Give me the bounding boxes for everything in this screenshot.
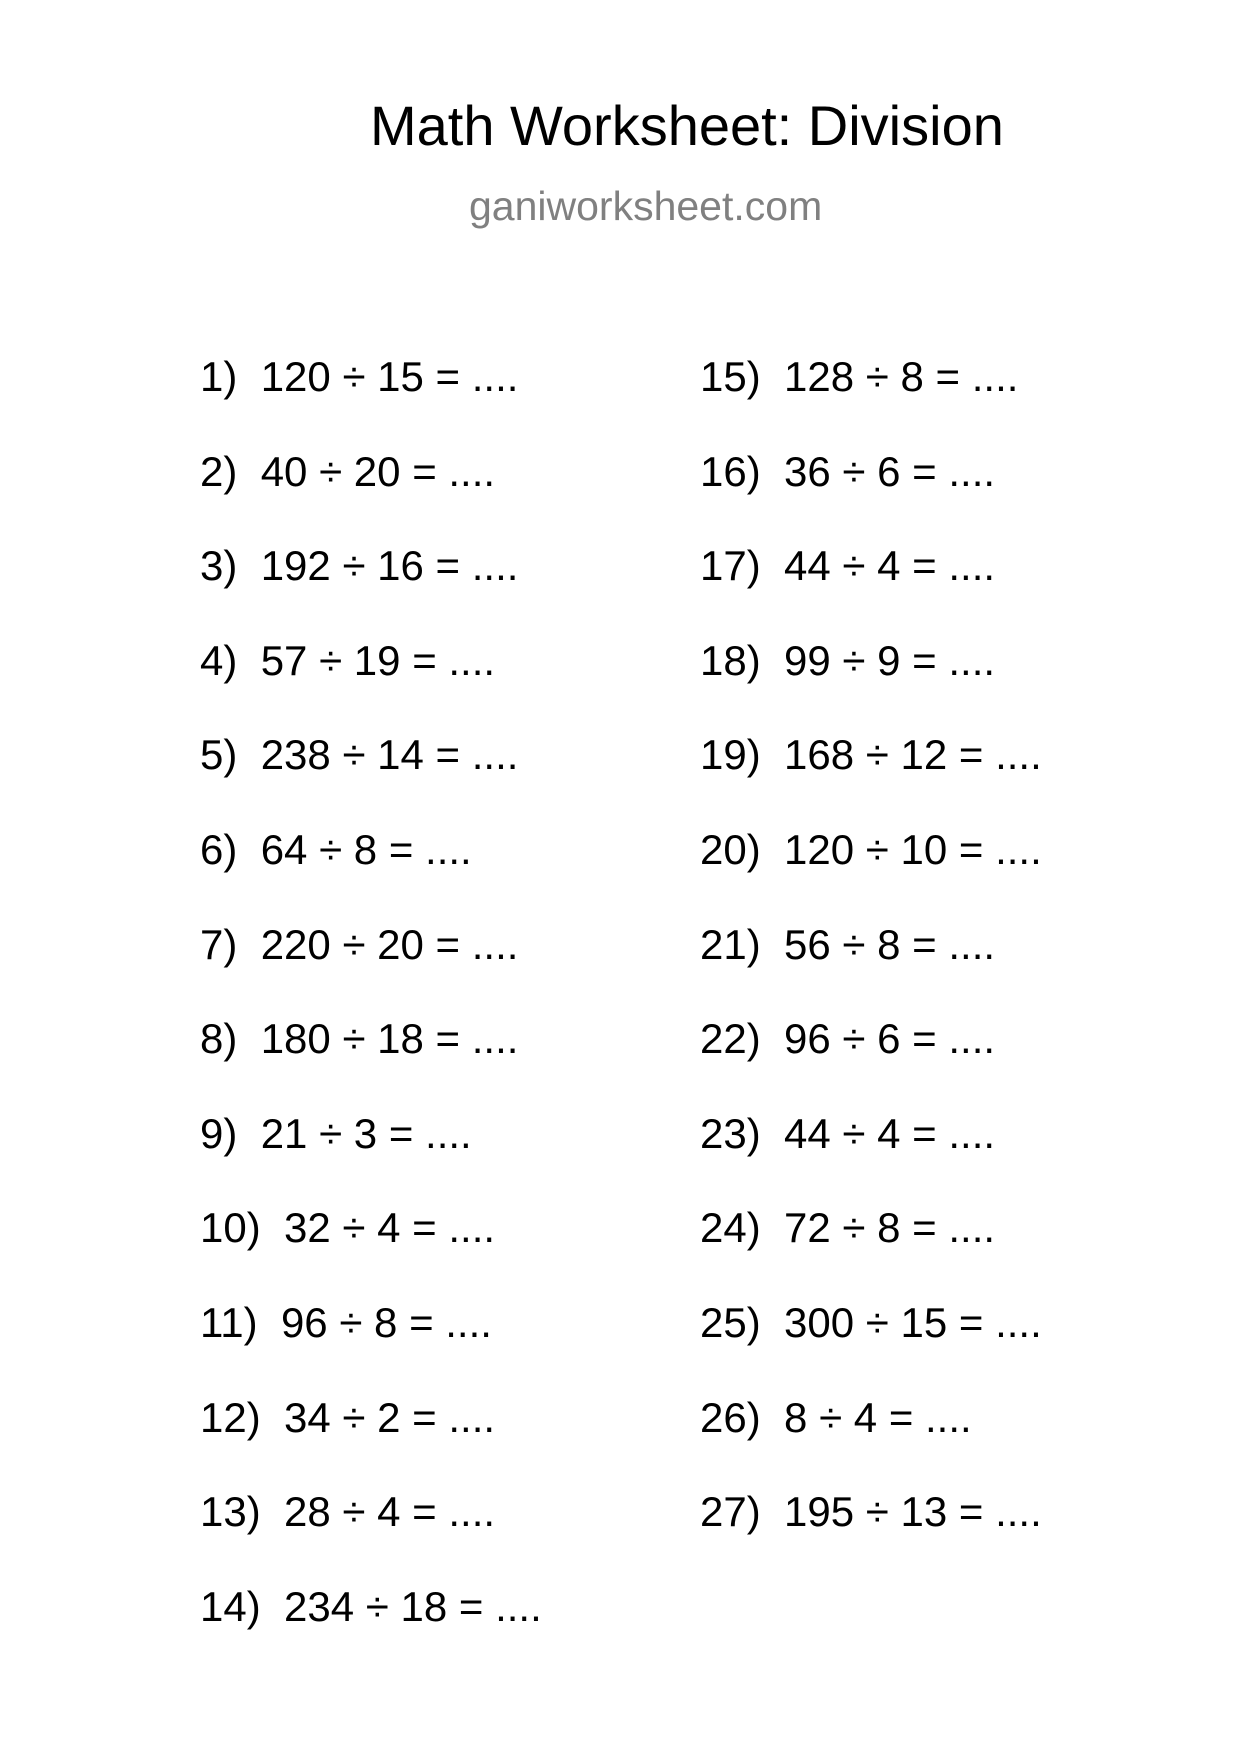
problem-item <box>700 542 1042 640</box>
problem-item <box>200 825 542 924</box>
problem-expression: 36 ÷ 6 = .... <box>784 447 996 495</box>
problem-item <box>200 1582 542 1681</box>
problem-expression: 8 ÷ 4 = .... <box>784 1393 972 1441</box>
problem-item <box>700 1393 1042 1492</box>
problem-number: 17) <box>700 542 761 590</box>
problem-expression: 168 ÷ 12 = .... <box>784 731 1042 779</box>
problem-number: 2) <box>200 447 238 495</box>
problem-item <box>200 1204 542 1302</box>
problem-item <box>700 636 1042 735</box>
problem-expression: 40 ÷ 20 = .... <box>260 447 496 495</box>
problem-number: 5) <box>200 731 238 779</box>
problem-number: 6) <box>200 825 238 873</box>
problem-item <box>200 1488 542 1586</box>
problem-number: 7) <box>200 920 238 968</box>
problem-number: 10) <box>200 1204 261 1252</box>
problem-number: 23) <box>700 1109 761 1157</box>
problem-expression: 96 ÷ 8 = .... <box>280 1298 492 1346</box>
problem-item <box>200 353 542 451</box>
problem-item <box>200 1015 542 1113</box>
problem-number: 1) <box>200 353 238 400</box>
problem-expression: 44 ÷ 4 = .... <box>784 542 996 590</box>
problem-column-right <box>700 353 1042 1586</box>
problem-item <box>700 825 1042 924</box>
problem-expression: 234 ÷ 18 = .... <box>284 1582 542 1630</box>
page-title: Math Worksheet: Division <box>370 94 1004 157</box>
problem-item <box>700 447 1042 546</box>
problem-expression: 220 ÷ 20 = .... <box>260 920 519 968</box>
problem-expression: 120 ÷ 10 = .... <box>784 825 1042 873</box>
problem-expression: 99 ÷ 9 = .... <box>784 636 996 684</box>
problem-number: 27) <box>700 1488 761 1536</box>
problem-item <box>700 731 1042 829</box>
problem-number: 4) <box>200 636 238 684</box>
problem-column-left <box>200 353 542 1680</box>
problem-number: 11) <box>200 1298 258 1346</box>
problem-expression: 180 ÷ 18 = .... <box>260 1015 519 1063</box>
problem-item <box>200 1393 542 1492</box>
problem-expression: 44 ÷ 4 = .... <box>784 1109 996 1157</box>
problem-expression: 32 ÷ 4 = .... <box>284 1204 496 1252</box>
problem-number: 16) <box>700 447 761 495</box>
problem-expression: 28 ÷ 4 = .... <box>284 1488 496 1536</box>
problem-expression: 21 ÷ 3 = .... <box>260 1109 472 1157</box>
problem-expression: 72 ÷ 8 = .... <box>784 1204 996 1252</box>
problem-number: 25) <box>700 1298 761 1346</box>
problem-number: 9) <box>200 1109 238 1157</box>
problem-item <box>700 1488 1042 1586</box>
problem-expression: 120 ÷ 15 = .... <box>260 353 519 400</box>
problem-number: 21) <box>700 920 761 968</box>
problem-number: 24) <box>700 1204 761 1252</box>
problem-number: 15) <box>700 353 761 400</box>
site-url: ganiworksheet.com <box>469 183 823 229</box>
problem-number: 3) <box>200 542 238 590</box>
problem-expression: 64 ÷ 8 = .... <box>260 825 472 873</box>
problem-item <box>200 920 542 1019</box>
problem-expression: 238 ÷ 14 = .... <box>260 731 519 779</box>
problem-item <box>700 1298 1042 1397</box>
problem-item <box>200 447 542 546</box>
problem-number: 26) <box>700 1393 761 1441</box>
problem-expression: 34 ÷ 2 = .... <box>284 1393 496 1441</box>
problem-item <box>700 353 1042 451</box>
problem-number: 13) <box>200 1488 261 1536</box>
problem-item <box>700 920 1042 1019</box>
problem-expression: 56 ÷ 8 = .... <box>784 920 996 968</box>
problem-item <box>200 636 542 735</box>
problem-item <box>200 731 542 829</box>
problem-number: 18) <box>700 636 761 684</box>
problem-number: 8) <box>200 1015 238 1063</box>
problem-expression: 57 ÷ 19 = .... <box>260 636 496 684</box>
problem-expression: 195 ÷ 13 = .... <box>784 1488 1042 1536</box>
problem-number: 22) <box>700 1015 761 1063</box>
problem-number: 20) <box>700 825 761 873</box>
problem-expression: 192 ÷ 16 = .... <box>260 542 519 590</box>
problem-item <box>200 542 542 640</box>
problem-item <box>200 1109 542 1208</box>
problem-expression: 300 ÷ 15 = .... <box>784 1298 1042 1346</box>
problem-item <box>700 1204 1042 1302</box>
problem-number: 19) <box>700 731 761 779</box>
problem-expression: 96 ÷ 6 = .... <box>784 1015 996 1063</box>
problem-item <box>700 1109 1042 1208</box>
problem-number: 12) <box>200 1393 261 1441</box>
problem-item <box>200 1298 542 1397</box>
problem-item <box>700 1015 1042 1113</box>
problem-number: 14) <box>200 1582 261 1630</box>
problem-expression: 128 ÷ 8 = .... <box>784 353 1019 400</box>
